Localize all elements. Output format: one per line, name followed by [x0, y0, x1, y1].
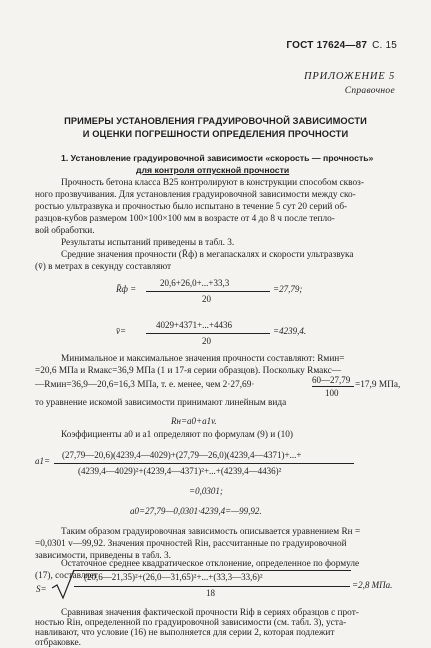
paragraph-line: разцов-кубов размером 100×100×100 мм в возрасте от 4 до 8 ч после тепло-: [35, 214, 335, 224]
paragraph-line: Остаточное среднее квадратическое отклонение, определенное по формуле: [61, 559, 360, 569]
formula-r-numerator: 20,6+26,0+...+33,3: [160, 278, 230, 288]
formula-r-denominator: 20: [202, 294, 211, 304]
fraction-bar: [146, 333, 270, 334]
section-heading-line1: 1. Установление градуировочной зависимости «скорость — прочность»: [61, 153, 374, 163]
paragraph-line: то уравнение искомой зависимости принимают линейным вида: [35, 398, 287, 408]
section-heading-line2: для контроля отпускной прочности: [136, 165, 290, 175]
paragraph-line: Минимальное и максимальное значения прочности составляют: Rмин=: [61, 354, 345, 364]
formula-v-denominator: 20: [202, 336, 211, 346]
inequality-denominator: 100: [325, 388, 339, 398]
radical-overline: [73, 570, 351, 571]
paragraph-line: ностью Rін, определенной по градуировочной зависимости (см. табл. 3), уста-: [35, 618, 347, 628]
formula-r-lhs: R̄ф =: [116, 284, 137, 294]
formula-a1-lhs: a1=: [35, 456, 51, 466]
paragraph-line: (v̄) в метрах в секунду составляют: [35, 262, 172, 272]
paragraph-line: Результаты испытаний приведены в табл. 3.: [61, 238, 235, 248]
formula-s-numerator: (20,6—21,35)²+(26,0—31,65)²+...+(33,3—33,6)²: [84, 572, 263, 582]
standard-number: ГОСТ 17624—87: [286, 40, 368, 51]
formula-v-lhs: v̄=: [116, 326, 127, 336]
paragraph-line: =17,9 МПа,: [355, 380, 401, 390]
fraction-bar: [74, 586, 350, 587]
inequality-numerator: 60—27,79: [312, 375, 351, 385]
paragraph-line: Сравнивая значения фактической прочности Rіф в сериях образцов с прот-: [61, 608, 359, 618]
square-root-sign: [50, 568, 80, 600]
paragraph-line: Коэффициенты a0 и a1 определяют по формулам (9) и (10): [61, 430, 294, 440]
paragraph-line: Прочность бетона класса В25 контролируют в конструкции способом сквоз-: [61, 178, 364, 188]
document-title-line1: ПРИМЕРЫ УСТАНОВЛЕНИЯ ГРАДУИРОВОЧНОЙ ЗАВИСИМОСТИ: [64, 116, 367, 126]
fraction-bar: [312, 386, 354, 387]
formula-r-result: =27,79;: [273, 284, 303, 294]
page-number: С. 15: [372, 40, 397, 51]
paragraph-line: =0,0301 v—99,92. Значения прочностей Rін, рассчитанные по градуировочной: [35, 539, 347, 549]
paragraph-line: Средние значения прочности (R̄ф) в мегапаскалях и скорости ультразвука: [61, 250, 354, 260]
paragraph-line: =20,6 МПа и Rмакс=36,9 МПа (1 и 17-я серии образцов). Поскольку Rмакс—: [35, 366, 342, 376]
formula-s-result: =2,8 МПа.: [352, 580, 393, 590]
paragraph-line: (17), составляет: [35, 571, 98, 581]
formula-v-numerator: 4029+4371+...+4436: [156, 320, 232, 330]
paragraph-line: отбраковке.: [35, 638, 81, 648]
linear-equation: Rн=a0+a1v.: [171, 416, 217, 426]
page-header: [286, 40, 397, 51]
paragraph-line: ростью ультразвука и прочностью было испытано в течение 5 сут 20 серий об-: [35, 202, 348, 212]
formula-a1-numerator: (27,79—20,6)(4239,4—4029)+(27,79—26,0)(4239,4—4371)+...+: [62, 450, 302, 460]
formula-a1-result: =0,0301;: [189, 486, 223, 496]
appendix-label: ПРИЛОЖЕНИЕ 5: [304, 71, 395, 82]
paragraph-line: Таким образом градуировочная зависимость описывается уравнением Rн =: [61, 527, 361, 537]
formula-a0: a0=27,79—0,0301·4239,4=—99,92.: [130, 506, 262, 516]
formula-v-result: =4239,4.: [273, 326, 307, 336]
fraction-bar: [54, 463, 354, 464]
appendix-type: Справочное: [344, 86, 395, 96]
paragraph-line: зависимости, приведены в табл. 3.: [35, 551, 171, 561]
paragraph-line: вой обработки.: [35, 226, 95, 236]
formula-s-denominator: 18: [206, 588, 215, 598]
document-title-line2: И ОЦЕНКИ ПОГРЕШНОСТИ ОПРЕДЕЛЕНИЯ ПРОЧНОСТИ: [82, 129, 349, 139]
formula-a1-denominator: (4239,4—4029)²+(4239,4—4371)²+...+(4239,4—4436)²: [78, 466, 282, 476]
paragraph-line: —Rмин=36,9—20,6=16,3 МПа, т. е. менее, чем 2·27,69·: [35, 380, 255, 390]
formula-s-lhs: S=: [36, 584, 47, 594]
paragraph-line: ного прозвучивания. Для установления градуировочной зависимости между ско-: [35, 190, 356, 200]
paragraph-line: навливают, что условие (16) не выполняется для серии 2, которая подлежит: [35, 628, 335, 638]
fraction-bar: [146, 291, 270, 292]
